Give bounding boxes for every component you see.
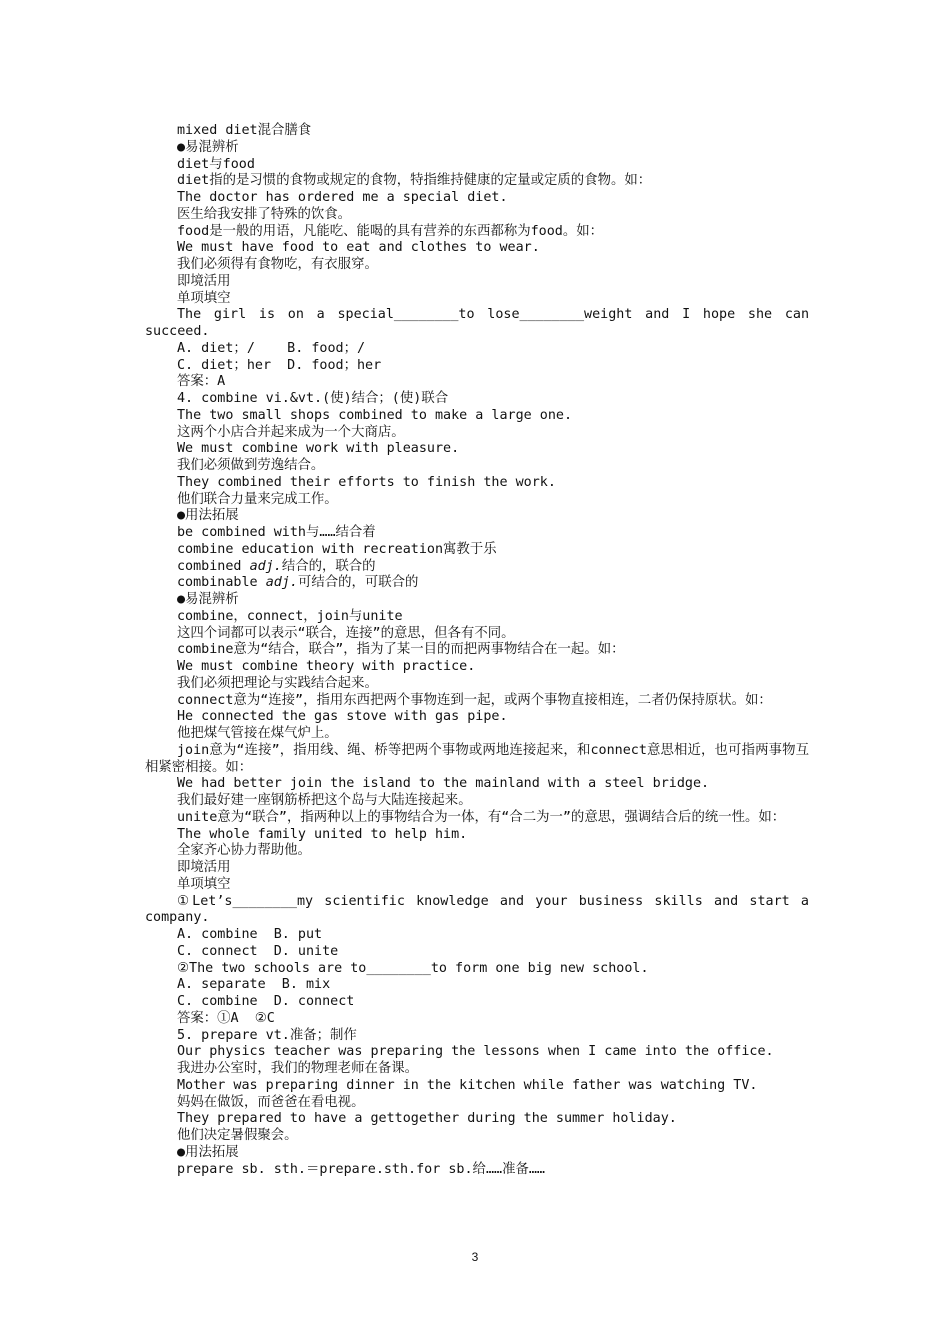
exercise-option: A. separate B. mix <box>177 977 331 993</box>
section-heading: 即境活用 <box>177 273 231 289</box>
translation: 他们联合力量来完成工作。 <box>177 491 338 507</box>
exercise-option: C. diet；her D. food；her <box>177 357 382 373</box>
vocab-entry: 4. combine vi.&vt.(使)结合；(使)联合 <box>177 391 449 406</box>
text-line: food是一般的用语，凡能吃、能喝的具有营养的东西都称为food。如： <box>177 223 604 239</box>
example-sentence: The doctor has ordered me a special diet. <box>177 190 508 205</box>
translation: 我们必须得有食物吃，有衣服穿。 <box>177 257 378 272</box>
translation: 医生给我安排了特殊的饮食。 <box>177 206 352 222</box>
text-line: combine意为“结合，联合”，指为了某一目的而把两事物结合在一起。如： <box>177 642 625 658</box>
exercise-option: C. connect D. unite <box>177 943 339 959</box>
example-sentence: The whole family united to help him. <box>177 826 468 842</box>
translation: 我们必须把理论与实践结合起来。 <box>177 675 378 691</box>
example-sentence: They combined their efforts to finish the work. <box>177 474 556 490</box>
section-heading: ●易混辨析 <box>177 139 239 155</box>
example-sentence: Our physics teacher was preparing the lessons when I came into the office. <box>177 1044 774 1060</box>
example-sentence: The two small shops combined to make a large one. <box>177 407 573 423</box>
answer-line: 答案：A <box>177 374 226 390</box>
text-line: mixed diet混合膳食 <box>177 123 312 138</box>
text-line: diet指的是习惯的食物或规定的食物，特指维持健康的定量或定质的食物。如： <box>177 173 652 189</box>
exercise-option: A. combine B. put <box>177 927 323 942</box>
text-paragraph: join意为“连接”，指用线、绳、桥等把两个事物或两地连接起来，和connect意思相近，也可指两事物互相紧密相接。如： <box>145 742 809 775</box>
translation: 我们最好建一座钢筋桥把这个岛与大陆连接起来。 <box>177 793 472 808</box>
translation: 全家齐心协力帮助他。 <box>177 843 311 859</box>
translation: 他把煤气管接在煤气炉上。 <box>177 726 338 741</box>
section-heading: 即境活用 <box>177 860 231 875</box>
section-heading: ●用法拓展 <box>177 1144 239 1160</box>
text-line: prepare sb. sth.＝prepare.sth.for sb.给……准备…… <box>177 1161 545 1177</box>
section-heading: ●用法拓展 <box>177 508 239 524</box>
text-line: diet与food <box>177 156 255 172</box>
exercise-question: The girl is on a special________to lose________weight and I hope she can succeed. <box>145 307 809 339</box>
translation: 我们必须做到劳逸结合。 <box>177 458 325 473</box>
exercise-question: ①Let’s________my scientific knowledge and your business skills and start a company. <box>145 893 809 926</box>
exercise-option: A. diet；/ B. food；/ <box>177 340 366 356</box>
page-number: 3 <box>471 1250 479 1264</box>
example-sentence: He connected the gas stove with gas pipe. <box>177 709 508 725</box>
translation: 这两个小店合并起来成为一个大商店。 <box>177 424 405 440</box>
document-body <box>145 123 809 1178</box>
translation: 他们决定暑假聚会。 <box>177 1128 298 1143</box>
example-sentence: We must have food to eat and clothes to wear. <box>177 240 540 256</box>
example-sentence: We must combine work with pleasure. <box>177 441 460 457</box>
text-line: be combined with与……结合着 <box>177 525 376 540</box>
exercise-question: ②The two schools are to________to form one big new school. <box>177 960 649 976</box>
vocab-entry: 5. prepare vt.准备；制作 <box>177 1027 357 1043</box>
example-sentence: Mother was preparing dinner in the kitchen while father was watching TV. <box>177 1077 758 1093</box>
translation: 我进办公室时，我们的物理老师在备课。 <box>177 1061 419 1076</box>
answer-line: 答案：①A ②C <box>177 1010 275 1026</box>
section-heading: 单项填空 <box>177 290 231 306</box>
text-line: combine education with recreation寓教于乐 <box>177 541 497 557</box>
text-line: combinable adj.可结合的，可联合的 <box>177 575 419 591</box>
example-sentence: They prepared to have a gettogether during the summer holiday. <box>177 1111 677 1127</box>
text-paragraph: connect意为“连接”，指用东西把两个事物连到一起，或两个事物直接相连，二者仍保持原状。如： <box>177 692 772 708</box>
section-heading: 单项填空 <box>177 876 231 892</box>
text-line: combined adj.结合的，联合的 <box>177 558 376 574</box>
section-heading: ●易混辨析 <box>177 592 239 607</box>
example-sentence: We had better join the island to the mainland with a steel bridge. <box>177 776 710 792</box>
text-line: 这四个词都可以表示“联合，连接”的意思，但各有不同。 <box>177 625 515 641</box>
example-sentence: We must combine theory with practice. <box>177 659 476 674</box>
exercise-option: C. combine D. connect <box>177 994 355 1009</box>
text-paragraph: unite意为“联合”，指两种以上的事物结合为一体，有“合二为一”的意思，强调结合后的统一性。如： <box>177 809 786 825</box>
text-line: combine，connect，join与unite <box>177 608 403 624</box>
translation: 妈妈在做饭，而爸爸在看电视。 <box>177 1094 365 1110</box>
